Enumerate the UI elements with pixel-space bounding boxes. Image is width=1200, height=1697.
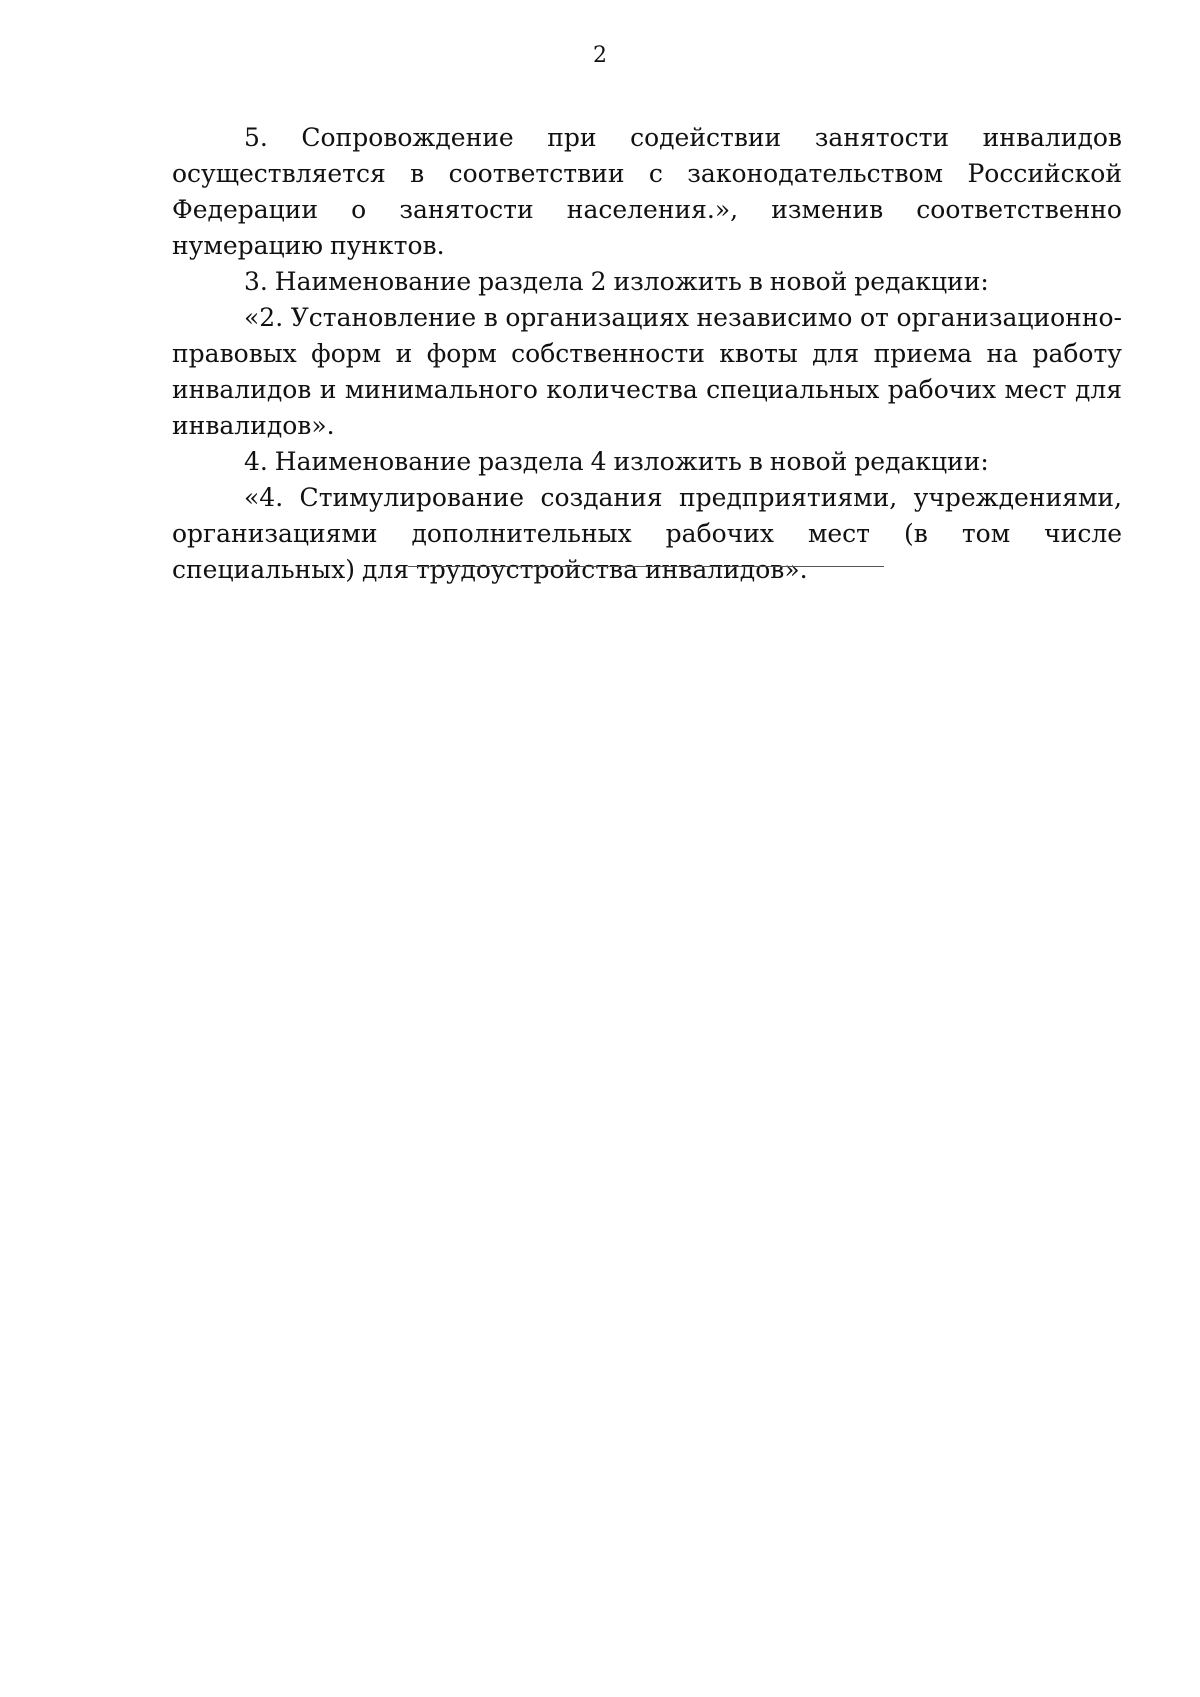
paragraph-point-3-heading: 3. Наименование раздела 2 изложить в новой редакции: [244,267,989,296]
page-number: 2 [593,43,607,68]
paragraph-section-4-title: «4. Стимулирование создания предприятиями, учреждениями, организациями дополнительных рабочих мест (в том числе специальных) для трудоустройства инвалидов». [172,483,1122,584]
paragraph-point-4-heading: 4. Наименование раздела 4 изложить в новой редакции: [244,447,989,476]
end-divider-line [408,566,884,567]
paragraph-section-2-title: «2. Установление в организациях независимо от организационно-правовых форм и форм собственности квоты для приема на работу инвалидов и минимального количества специальных рабочих мест для инвалидов». [172,303,1122,440]
document-body [172,120,1122,588]
paragraph-item-5-support: 5. Сопровождение при содействии занятости инвалидов осуществляется в соответствии с законодательством Российской Федерации о занятости населения.», изменив соответственно нумерацию пунктов. [172,123,1122,260]
